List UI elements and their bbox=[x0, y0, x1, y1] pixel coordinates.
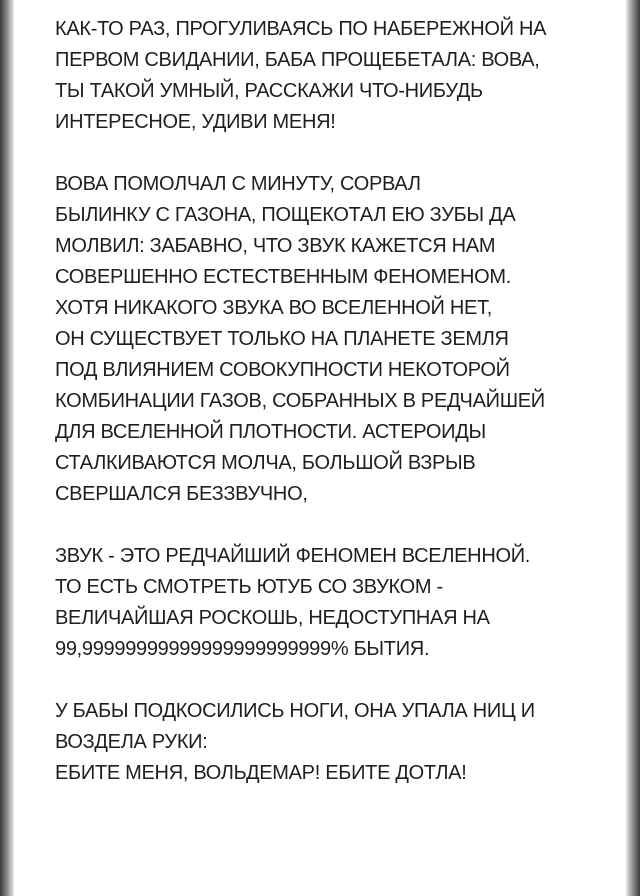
text-line: ДЛЯ ВСЕЛЕННОЙ ПЛОТНОСТИ. АСТЕРОИДЫ bbox=[55, 421, 486, 443]
text-line: КОМБИНАЦИИ ГАЗОВ, СОБРАННЫХ В РЕДЧАЙШЕЙ bbox=[55, 390, 545, 412]
text-line: ИНТЕРЕСНОЕ, УДИВИ МЕНЯ! bbox=[55, 111, 336, 133]
text-line: ВОВА ПОМОЛЧАЛ С МИНУТУ, СОРВАЛ bbox=[55, 173, 421, 195]
left-edge-shadow bbox=[0, 0, 14, 896]
right-edge-shadow bbox=[626, 0, 640, 896]
text-line: БЫЛИНКУ С ГАЗОНА, ПОЩЕКОТАЛ ЕЮ ЗУБЫ ДА bbox=[55, 204, 516, 226]
text-line: ЕБИТЕ МЕНЯ, ВОЛЬДЕМАР! ЕБИТЕ ДОТЛА! bbox=[55, 762, 467, 784]
text-line: СТАЛКИВАЮТСЯ МОЛЧА, БОЛЬШОЙ ВЗРЫВ bbox=[55, 452, 476, 474]
text-line: ПОД ВЛИЯНИЕМ СОВОКУПНОСТИ НЕКОТОРОЙ bbox=[55, 359, 510, 381]
text-line: ОН СУЩЕСТВУЕТ ТОЛЬКО НА ПЛАНЕТЕ ЗЕМЛЯ bbox=[55, 328, 509, 350]
text-line: ТЫ ТАКОЙ УМНЫЙ, РАССКАЖИ ЧТО-НИБУДЬ bbox=[55, 80, 483, 102]
text-line: ПЕРВОМ СВИДАНИИ, БАБА ПРОЩЕБЕТАЛА: ВОВА, bbox=[55, 49, 540, 71]
text-line: СВЕРШАЛСЯ БЕЗЗВУЧНО, bbox=[55, 483, 308, 505]
text-line: СОВЕРШЕННО ЕСТЕСТВЕННЫМ ФЕНОМЕНОМ. bbox=[55, 266, 511, 288]
paragraph-intro bbox=[55, 14, 620, 138]
paragraph-sound bbox=[55, 541, 620, 665]
text-line: ВЕЛИЧАЙШАЯ РОСКОШЬ, НЕДОСТУПНАЯ НА bbox=[55, 607, 490, 629]
text-line: ХОТЯ НИКАКОГО ЗВУКА ВО ВСЕЛЕННОЙ НЕТ, bbox=[55, 297, 492, 319]
text-line: МОЛВИЛ: ЗАБАВНО, ЧТО ЗВУК КАЖЕТСЯ НАМ bbox=[55, 235, 496, 257]
paragraph-explanation bbox=[55, 169, 620, 510]
text-line: ВОЗДЕЛА РУКИ: bbox=[55, 731, 208, 753]
text-line: ЗВУК - ЭТО РЕДЧАЙШИЙ ФЕНОМЕН ВСЕЛЕННОЙ. bbox=[55, 545, 531, 567]
paragraph-punchline bbox=[55, 696, 620, 789]
text-line: КАК-ТО РАЗ, ПРОГУЛИВАЯСЬ ПО НАБЕРЕЖНОЙ НА bbox=[55, 18, 547, 40]
text-line: ТО ЕСТЬ СМОТРЕТЬ ЮТУБ СО ЗВУКОМ - bbox=[55, 576, 443, 598]
text-line: У БАБЫ ПОДКОСИЛИСЬ НОГИ, ОНА УПАЛА НИЦ И bbox=[55, 700, 535, 722]
text-line: 99,99999999999999999999999% БЫТИЯ. bbox=[55, 638, 430, 660]
